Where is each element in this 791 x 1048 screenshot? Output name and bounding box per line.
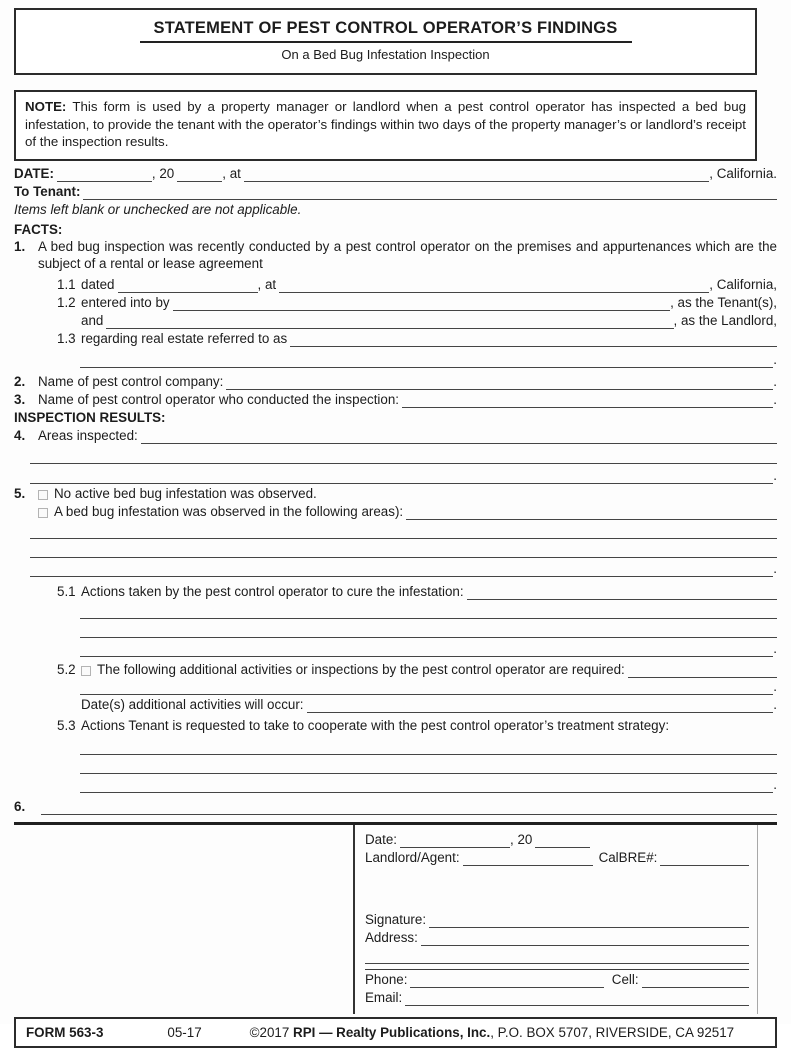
- item-2-number: 2.: [14, 373, 26, 389]
- date-label: DATE:: [14, 165, 54, 181]
- period: .: [773, 467, 777, 483]
- copyright-line: [250, 1025, 734, 1040]
- item-1-2-number: 1.2: [57, 294, 76, 310]
- signature-spacer: [365, 866, 749, 910]
- item-5-cont-row: [30, 558, 777, 577]
- landlord-name-blank[interactable]: [106, 316, 673, 329]
- item-4: [14, 426, 777, 444]
- item-1-3: [14, 329, 777, 347]
- infestation-areas-line[interactable]: [30, 545, 777, 558]
- signature-blank[interactable]: [429, 915, 749, 928]
- date-year-prefix: , 20: [151, 165, 175, 181]
- item-5-option-1-text: No active bed bug infestation was observed.: [54, 485, 317, 501]
- phone-label: Phone:: [365, 971, 408, 987]
- no-infestation-checkbox[interactable]: [38, 490, 48, 500]
- item-5-1: [14, 582, 777, 600]
- calbre-label: CalBRE#:: [598, 849, 658, 865]
- cell-label: Cell:: [611, 971, 639, 987]
- item-5-3-cont-row: [80, 755, 777, 774]
- item-2-lead: Name of pest control company:: [38, 373, 224, 389]
- real-estate-cont-line[interactable]: [80, 355, 773, 368]
- infestation-areas-blank[interactable]: [406, 507, 777, 520]
- date-at: , at: [222, 165, 241, 181]
- copyright-year: ©2017: [249, 1024, 294, 1040]
- item-1-2-and: and: [81, 312, 104, 328]
- date-year-blank[interactable]: [177, 169, 222, 182]
- signature-section: [14, 822, 777, 1014]
- inspection-results-heading-row: [14, 408, 777, 426]
- item-3: [14, 390, 777, 408]
- additional-required-blank[interactable]: [628, 665, 777, 678]
- cell-blank[interactable]: [642, 975, 749, 988]
- signature-block: [355, 825, 758, 1014]
- landlord-agent-blank[interactable]: [463, 853, 593, 866]
- item-5-2-number: 5.2: [57, 661, 76, 677]
- item-1-2-landlord-suffix: , as the Landlord,: [673, 312, 777, 328]
- actions-cure-line[interactable]: [80, 644, 773, 657]
- tenant-name-blank[interactable]: [83, 187, 777, 200]
- period: .: [773, 391, 777, 407]
- item-5-3-cont-row: [80, 736, 777, 755]
- item-5-cont-row: [30, 520, 777, 539]
- signature-date-row: [365, 830, 749, 848]
- item-1-3-cont-row: [80, 350, 777, 368]
- publisher-name: RPI — Realty Publications, Inc.: [293, 1024, 491, 1040]
- tenant-actions-line[interactable]: [80, 761, 777, 774]
- item-5-1-cont-row: [80, 600, 777, 619]
- item-1-1: [14, 275, 777, 293]
- item-4-cont-row: [30, 444, 777, 464]
- period: .: [773, 560, 777, 576]
- date-row: [14, 164, 777, 182]
- item-1-2-tenant-suffix: , as the Tenant(s),: [670, 294, 777, 310]
- item-6-number: 6.: [14, 798, 26, 814]
- infestation-observed-checkbox[interactable]: [38, 508, 48, 518]
- item-1-1-suffix: , California,: [709, 276, 777, 292]
- additional-required-line[interactable]: [80, 682, 773, 695]
- item-5-2: [14, 660, 777, 678]
- item-5-option-2: [14, 502, 777, 520]
- form-number: FORM 563-3: [26, 1024, 104, 1040]
- item-3-number: 3.: [14, 391, 26, 407]
- item-1-2: [14, 293, 777, 311]
- email-row: [365, 988, 749, 1006]
- form-subtitle: On a Bed Bug Infestation Inspection: [281, 47, 490, 62]
- date-city-blank[interactable]: [244, 169, 709, 182]
- item-1-1-dated-label: dated: [81, 276, 115, 292]
- address-row: [365, 928, 749, 946]
- item-5-1-cont-row: [80, 619, 777, 638]
- period: .: [773, 640, 777, 656]
- period: .: [773, 373, 777, 389]
- form-revision: 05-17: [167, 1024, 202, 1040]
- actions-cure-line[interactable]: [80, 625, 777, 638]
- item-5-option-2-text: A bed bug infestation was observed in the following areas):: [54, 503, 404, 519]
- to-tenant-label: To Tenant:: [14, 183, 81, 199]
- item-5-1-cont-row: [80, 638, 777, 657]
- period: .: [773, 678, 777, 694]
- sig-year-blank[interactable]: [535, 835, 590, 848]
- landlord-agent-row: [365, 848, 749, 866]
- item-5-option-1: [14, 484, 777, 502]
- phone-blank[interactable]: [410, 975, 603, 988]
- note-label: NOTE:: [25, 99, 67, 114]
- address-cont-row: [365, 946, 749, 964]
- signature-year-prefix: , 20: [510, 831, 533, 847]
- period: .: [773, 776, 777, 792]
- to-tenant-row: [14, 182, 777, 200]
- item-5-2-cont-row: [80, 678, 777, 695]
- item-6: [14, 797, 777, 815]
- address-label: Address:: [365, 929, 418, 945]
- item-1: [14, 238, 777, 273]
- signature-row: [365, 910, 749, 928]
- tenant-actions-line[interactable]: [80, 780, 773, 793]
- real-estate-blank[interactable]: [290, 334, 777, 347]
- publisher-address: , P.O. BOX 5707, RIVERSIDE, CA 92517: [490, 1024, 735, 1040]
- blank-items-note: Items left blank or unchecked are not applicable.: [14, 201, 302, 217]
- address-cont-line[interactable]: [365, 951, 749, 964]
- email-label: Email:: [365, 989, 403, 1005]
- calbre-blank[interactable]: [660, 853, 749, 866]
- lease-city-blank[interactable]: [279, 280, 709, 293]
- areas-inspected-line[interactable]: [30, 451, 777, 464]
- form-footer: [14, 1017, 777, 1048]
- item-5-cont-row: [30, 539, 777, 558]
- item-5-2-dates-lead: Date(s) additional activities will occur:: [81, 696, 304, 712]
- facts-heading: FACTS:: [14, 221, 63, 237]
- additional-dates-blank[interactable]: [307, 700, 774, 713]
- company-name-blank[interactable]: [226, 377, 773, 390]
- tenant-actions-line[interactable]: [80, 742, 777, 755]
- landlord-agent-label: Landlord/Agent:: [365, 849, 460, 865]
- item-2: [14, 372, 777, 390]
- lease-date-blank[interactable]: [118, 280, 258, 293]
- email-blank[interactable]: [405, 993, 749, 1006]
- item-1-3-number: 1.3: [57, 330, 76, 346]
- actions-cure-line[interactable]: [80, 606, 777, 619]
- form-header: [14, 8, 757, 75]
- areas-inspected-line[interactable]: [30, 471, 773, 484]
- item-5-3-cont-row: [80, 774, 777, 793]
- item-5-2-lead: The following additional activities or inspections by the pest control operator are required:: [97, 661, 625, 677]
- item-4-cont-row: [30, 464, 777, 484]
- tenant-names-blank[interactable]: [173, 298, 670, 311]
- item-5-1-lead: Actions taken by the pest control operator to cure the infestation:: [81, 583, 464, 599]
- actions-cure-blank[interactable]: [467, 587, 777, 600]
- item-1-2-landlord-row: [14, 311, 777, 329]
- phone-row: [365, 969, 749, 988]
- item-4-number: 4.: [14, 427, 26, 443]
- date-day-blank[interactable]: [57, 169, 152, 182]
- blank-items-note-row: [14, 200, 777, 218]
- item-1-1-number: 1.1: [57, 276, 76, 292]
- sig-date-blank[interactable]: [400, 835, 510, 848]
- item-6-line[interactable]: [41, 802, 777, 815]
- item-3-lead: Name of pest control operator who conducted the inspection:: [38, 391, 400, 407]
- item-5-1-number: 5.1: [57, 583, 76, 599]
- form-title: STATEMENT OF PEST CONTROL OPERATOR’S FINDINGS: [140, 19, 632, 43]
- item-5-3-lead: Actions Tenant is requested to take to cooperate with the pest control operator’s treatment strategy:: [81, 717, 670, 733]
- item-1-2-lead: entered into by: [81, 294, 170, 310]
- date-state-suffix: , California.: [709, 165, 777, 181]
- period: .: [773, 351, 777, 367]
- item-5-3-number: 5.3: [57, 717, 76, 733]
- item-1-3-lead: regarding real estate referred to as: [81, 330, 288, 346]
- item-1-1-at: , at: [257, 276, 277, 292]
- item-5-3: [14, 716, 777, 734]
- facts-heading-row: [14, 220, 777, 238]
- signature-left-panel: [14, 825, 355, 1014]
- item-4-lead: Areas inspected:: [38, 427, 138, 443]
- note-box: [14, 90, 757, 161]
- infestation-areas-line[interactable]: [30, 526, 777, 539]
- operator-name-blank[interactable]: [402, 395, 773, 408]
- signature-label: Signature:: [365, 911, 427, 927]
- additional-activities-checkbox[interactable]: [81, 666, 91, 676]
- item-5-2-dates-row: [14, 695, 777, 713]
- infestation-areas-line[interactable]: [30, 564, 773, 577]
- item-1-text: A bed bug inspection was recently conducted by a pest control operator on the premises and appurtenances which are the subject of a rental or lease agreement: [38, 238, 777, 271]
- item-1-number: 1.: [14, 238, 26, 254]
- address-blank[interactable]: [421, 933, 749, 946]
- areas-inspected-blank[interactable]: [141, 431, 777, 444]
- signature-date-label: Date:: [365, 831, 398, 847]
- note-text: This form is used by a property manager or landlord when a pest control operator has inspected a bed bug infestation, to provide the tenant with the operator’s findings within two days of the property manager’s or landlord’s receipt of the inspection results.: [25, 99, 746, 149]
- inspection-results-heading: INSPECTION RESULTS:: [14, 409, 166, 425]
- item-5-number: 5.: [14, 485, 26, 501]
- period: .: [773, 696, 777, 712]
